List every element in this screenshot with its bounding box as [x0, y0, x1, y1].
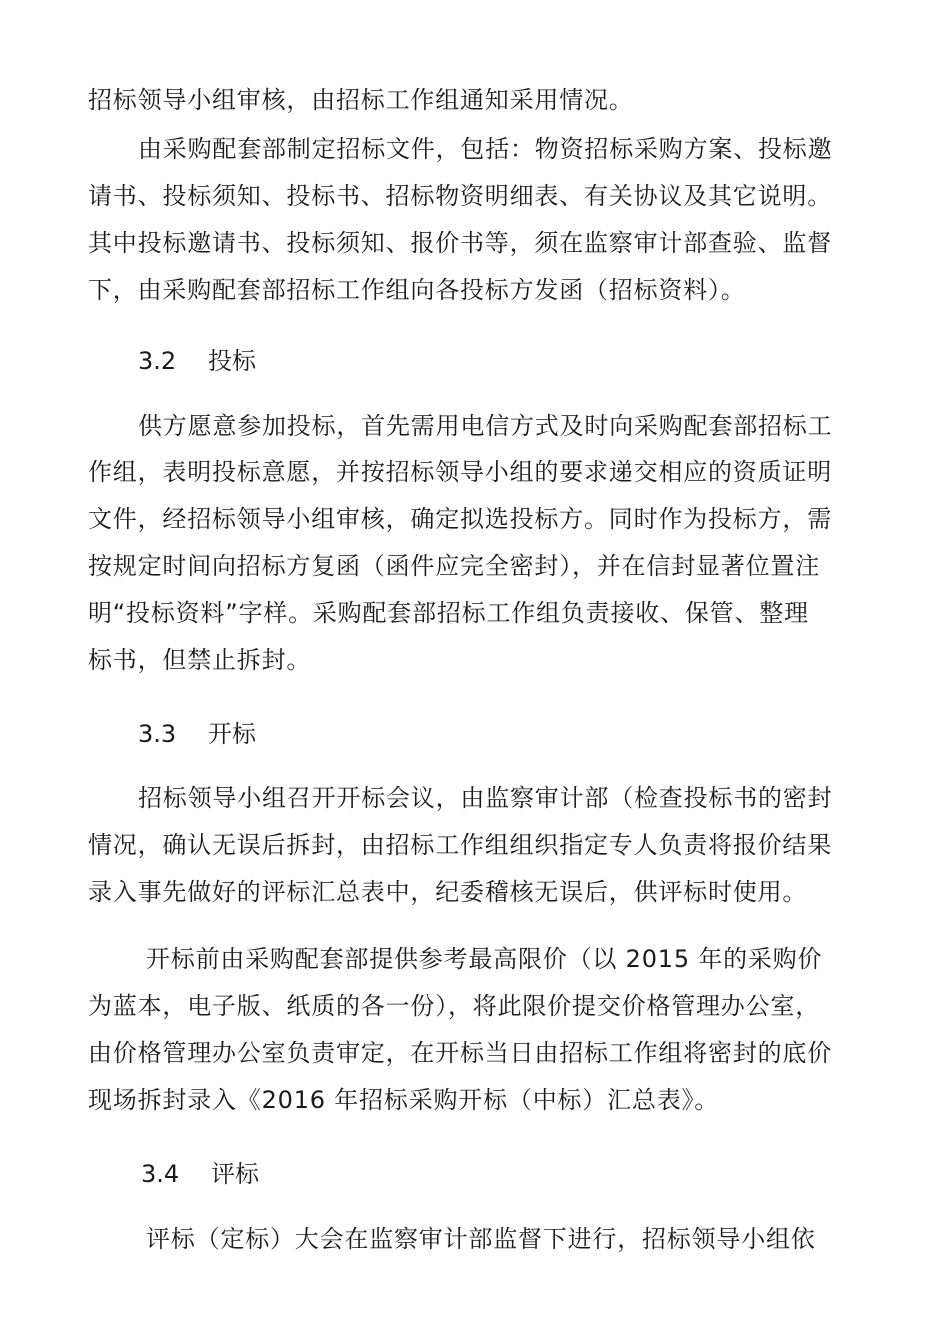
paragraph-line: 供方愿意参加投标，首先需用电信方式及时向采购配套部招标工 [138, 412, 833, 440]
paragraph-line: 录入事先做好的评标汇总表中，纪委稽核无误后，供评标时使用。 [88, 878, 808, 906]
paragraph-line: 招标领导小组审核，由招标工作组通知采用情况。 [88, 86, 634, 114]
paragraph-line: 现场拆封录入《2016 年招标采购开标（中标）汇总表》。 [88, 1086, 720, 1114]
paragraph-line: 评标（定标）大会在监察审计部监督下进行，招标领导小组依 [146, 1225, 816, 1253]
paragraph-line: 其中投标邀请书、投标须知、报价书等，须在监察审计部查验、监督 [88, 229, 832, 257]
paragraph-line: 开标前由采购配套部提供参考最高限价（以 2015 年的采购价 [146, 945, 823, 973]
section-title: 评标 [211, 1160, 259, 1188]
section-title: 投标 [208, 347, 256, 375]
paragraph-line: 由采购配套部制定招标文件，包括：物资招标采购方案、投标邀 [138, 135, 833, 163]
paragraph-line: 为蓝本，电子版、纸质的各一份），将此限价提交价格管理办公室， [88, 992, 820, 1020]
section-number: 3.3 [138, 720, 177, 748]
paragraph-line: 明“投标资料”字样。采购配套部招标工作组负责接收、保管、整理 [88, 599, 809, 627]
paragraph-line: 按规定时间向招标方复函（函件应完全密封），并在信封显著位置注 [88, 552, 820, 580]
paragraph-line: 情况，确认无误后拆封，由招标工作组组织指定专人负责将报价结果 [88, 831, 832, 859]
paragraph-line: 下，由采购配套部招标工作组向各投标方发函（招标资料）。 [88, 276, 746, 304]
section-number: 3.4 [141, 1160, 180, 1188]
paragraph-line: 请书、投标须知、投标书、招标物资明细表、有关协议及其它说明。 [88, 182, 832, 210]
paragraph-line: 由价格管理办公室负责审定，在开标当日由招标工作组将密封的底价 [88, 1039, 832, 1067]
paragraph-line: 标书，但禁止拆封。 [88, 646, 312, 674]
section-number: 3.2 [138, 347, 177, 375]
paragraph-line: 文件，经招标领导小组审核，确定拟选投标方。同时作为投标方，需 [88, 505, 832, 533]
section-title: 开标 [208, 720, 256, 748]
paragraph-line: 作组，表明投标意愿，并按招标领导小组的要求递交相应的资质证明 [88, 458, 832, 486]
paragraph-line: 招标领导小组召开开标会议，由监察审计部（检查投标书的密封 [138, 784, 833, 812]
